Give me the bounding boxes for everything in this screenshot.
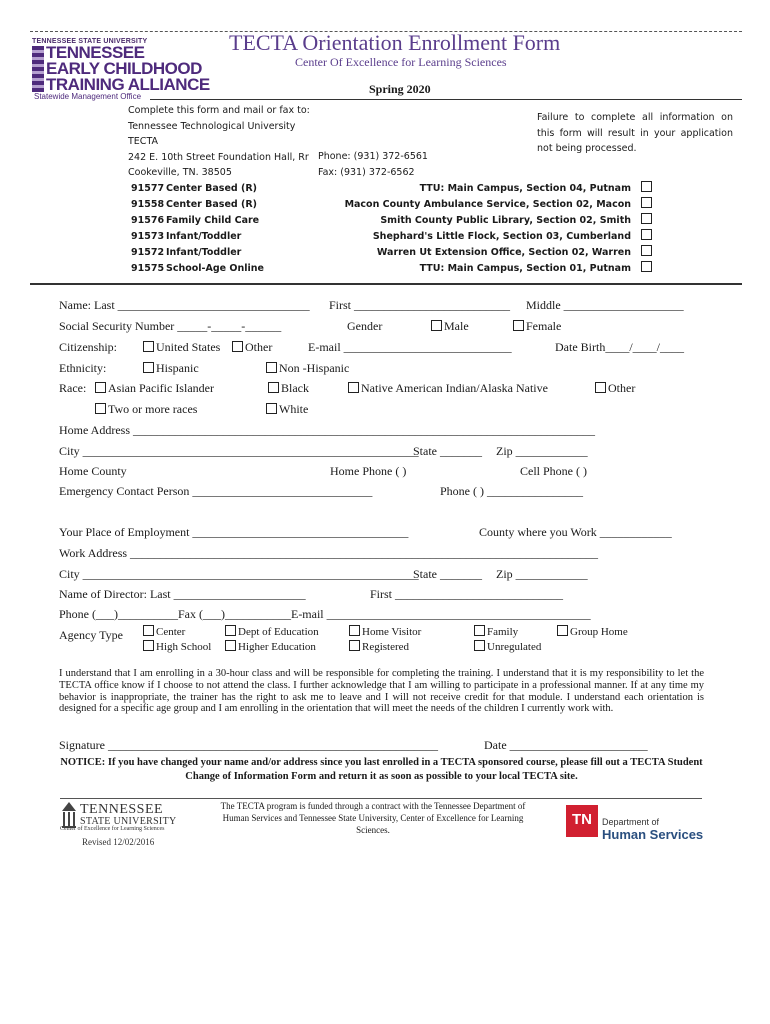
checkbox-icon[interactable] xyxy=(268,382,279,393)
phone-fax-email-field[interactable]: Phone (___)__________Fax (___)___________E-mail ____________________________________________ xyxy=(59,607,591,621)
course-code: 91576 xyxy=(131,215,165,226)
agency-dept-option[interactable] xyxy=(225,625,319,639)
name-last-field[interactable]: Name: Last ________________________________ xyxy=(59,298,310,312)
director-last-field[interactable]: Name of Director: Last ______________________ xyxy=(59,587,306,601)
citizenship-other-label: Other xyxy=(245,340,273,354)
gender-male-option[interactable] xyxy=(431,316,469,337)
course-code: 91575 xyxy=(131,263,165,274)
race-asian-option[interactable] xyxy=(95,378,214,399)
logo-university-name: TENNESSEE STATE UNIVERSITY xyxy=(32,38,148,45)
work-state-field[interactable]: State _______ xyxy=(413,567,482,581)
mail-line-2: TECTA xyxy=(128,136,159,147)
contact-fax: Fax: (931) 372-6562 xyxy=(318,166,415,178)
race-white-label: White xyxy=(279,402,309,416)
change-notice: NOTICE: If you have changed your name and/or address since you last enrolled in a TECTA sponsored course, please fill out a TECTA Student Change of Information Form and return it as soon as possible to your local TECTA site. xyxy=(60,757,703,782)
tsu-building-icon xyxy=(62,802,76,828)
course-checkbox[interactable] xyxy=(641,181,652,192)
race-native-option[interactable] xyxy=(348,378,548,399)
agency-high-school-label: High School xyxy=(156,641,212,653)
race-label: Race: xyxy=(59,381,87,395)
race-black-label: Black xyxy=(281,381,309,395)
mail-block xyxy=(128,103,328,181)
race-native-label: Native American Indian/Alaska Native xyxy=(361,381,548,395)
course-location: TTU: Main Campus, Section 01, Putnam xyxy=(419,263,631,274)
work-zip-field[interactable]: Zip ____________ xyxy=(496,567,588,581)
logo-line-1: TENNESSEE xyxy=(46,43,145,62)
checkbox-icon[interactable] xyxy=(349,625,360,636)
work-city-field[interactable]: City ________________________________________________________ xyxy=(59,567,419,581)
home-address-field[interactable]: Home Address _____________________________________________________________________________ xyxy=(59,423,595,437)
footer-rule xyxy=(60,798,702,799)
course-code: 91572 xyxy=(131,247,165,258)
name-middle-field[interactable]: Middle ____________________ xyxy=(526,298,684,312)
footer-tsu-line-1: TENNESSEE xyxy=(80,802,164,817)
gender-female-label: Female xyxy=(526,319,562,333)
logo-line-3: TRAINING ALLIANCE xyxy=(46,75,210,94)
agency-group-home-option[interactable] xyxy=(557,625,628,639)
checkbox-icon[interactable] xyxy=(595,382,606,393)
mail-line-4: Cookeville, TN. 38505 xyxy=(128,167,232,178)
ethnicity-hispanic-option[interactable] xyxy=(143,358,199,379)
zip-field[interactable]: Zip ____________ xyxy=(496,444,588,458)
dhs-line-1: Department of xyxy=(602,817,660,827)
course-checkbox[interactable] xyxy=(641,229,652,240)
work-address-field[interactable]: Work Address ______________________________________________________________________________ xyxy=(59,546,599,560)
course-name: Infant/Toddler xyxy=(166,247,242,258)
agency-family-label: Family xyxy=(487,626,519,638)
tn-logo: TN xyxy=(566,805,598,837)
course-location: TTU: Main Campus, Section 04, Putnam xyxy=(419,183,631,194)
agency-registered-option[interactable] xyxy=(349,640,409,654)
course-checkbox[interactable] xyxy=(641,245,652,256)
revised-date: Revised 12/02/2016 xyxy=(82,837,155,847)
course-row xyxy=(131,181,631,197)
name-first-field[interactable]: First __________________________ xyxy=(329,298,511,312)
checkbox-icon[interactable] xyxy=(225,640,236,651)
checkbox-icon[interactable] xyxy=(95,403,106,414)
emergency-contact-field[interactable]: Emergency Contact Person ______________________________ xyxy=(59,484,373,498)
contact-phone: Phone: (931) 372-6561 xyxy=(318,151,428,162)
agency-higher-ed-label: Higher Education xyxy=(238,641,316,653)
course-code: 91573 xyxy=(131,231,165,242)
checkbox-icon[interactable] xyxy=(266,362,277,373)
checkbox-icon[interactable] xyxy=(95,382,106,393)
header-rule xyxy=(150,99,742,100)
course-checkbox[interactable] xyxy=(641,213,652,224)
course-list xyxy=(131,181,631,277)
course-code: 91577 xyxy=(131,183,165,194)
agency-center-option[interactable] xyxy=(143,625,185,639)
mail-line-3: 242 E. 10th Street Foundation Hall, Rr xyxy=(128,151,309,163)
checkbox-icon[interactable] xyxy=(474,640,485,651)
checkbox-icon[interactable] xyxy=(557,625,568,636)
ethnicity-label: Ethnicity: xyxy=(59,361,107,375)
signature-field[interactable]: Signature _______________________________________________________ xyxy=(59,738,438,752)
emergency-phone-field[interactable]: Phone ( ) ________________ xyxy=(440,484,583,498)
course-row xyxy=(131,229,631,245)
course-name: Center Based (R) xyxy=(166,199,258,210)
home-phone-field[interactable]: Home Phone ( ) xyxy=(330,464,407,478)
gender-label: Gender xyxy=(347,319,383,333)
agency-registered-label: Registered xyxy=(362,641,410,653)
logo-subtitle: Statewide Management Office xyxy=(34,92,142,101)
checkbox-icon[interactable] xyxy=(143,625,154,636)
checkbox-icon[interactable] xyxy=(348,382,359,393)
checkbox-icon[interactable] xyxy=(225,625,236,636)
course-location: Macon County Ambulance Service, Section 02, Macon xyxy=(344,199,631,210)
nonhispanic-label: Non -Hispanic xyxy=(279,361,350,375)
date-birth-field[interactable]: Date Birth____/____/____ xyxy=(555,340,684,354)
home-county-field[interactable]: Home County xyxy=(59,464,127,478)
checkbox-icon[interactable] xyxy=(266,403,277,414)
form-title: TECTA Orientation Enrollment Form xyxy=(229,30,561,55)
race-white-option[interactable] xyxy=(266,399,308,420)
course-location: Shephard's Little Flock, Section 03, Cumberland xyxy=(372,231,631,242)
checkbox-icon[interactable] xyxy=(143,640,154,651)
hispanic-label: Hispanic xyxy=(156,361,199,375)
ethnicity-nonhispanic-option[interactable] xyxy=(266,358,349,379)
mail-line-1: Tennessee Technological University xyxy=(128,120,296,132)
checkbox-icon[interactable] xyxy=(513,320,524,331)
course-code: 91558 xyxy=(131,199,165,210)
course-row xyxy=(131,245,631,261)
term-label: Spring 2020 xyxy=(369,82,431,96)
race-other-label: Other xyxy=(608,381,636,395)
agency-high-school-option[interactable] xyxy=(143,640,211,654)
form-subtitle: Center Of Excellence for Learning Sciences xyxy=(295,55,507,69)
checkbox-icon[interactable] xyxy=(349,640,360,651)
ssn-field[interactable]: Social Security Number _____-_____-______ xyxy=(59,319,282,333)
agreement-statement: I understand that I am enrolling in a 30-hour class and will be responsible for completing the training. I understand that it is my responsibility to let the TECTA office know if I choose to not attend the class. I further acknowledge that I am willing to participate in a professional manner. If at any time my behavior is inappropriate, the trainer has the right to ask me to leave and I will not receive credit for that module. I understand each orientation is designed for a specific age group and I am enrolling in the orientation that will meet the needs of the children I currently work with. xyxy=(59,668,704,715)
course-row xyxy=(131,261,631,277)
race-black-option[interactable] xyxy=(268,378,309,399)
agency-unregulated-option[interactable] xyxy=(474,640,541,654)
warning-text: Failure to complete all information on this form will result in your application not being processed. xyxy=(537,112,733,154)
race-other-option[interactable] xyxy=(595,378,635,399)
cell-phone-field[interactable]: Cell Phone ( ) xyxy=(520,464,587,478)
agency-center-label: Center xyxy=(156,626,186,638)
course-name: Center Based (R) xyxy=(166,183,258,194)
checkbox-icon[interactable] xyxy=(431,320,442,331)
course-checkbox[interactable] xyxy=(641,197,652,208)
dhs-line-2: Human Services xyxy=(602,827,704,842)
race-two-option[interactable] xyxy=(95,399,197,420)
gender-male-label: Male xyxy=(444,319,469,333)
checkbox-icon[interactable] xyxy=(143,341,154,352)
funding-statement: The TECTA program is funded through a contract with the Tennessee Department of Human Services and Tennessee State University, Center of Excellence for Learning Sciences. xyxy=(220,801,526,835)
citizenship-us-label: United States xyxy=(156,340,221,354)
course-location: Warren Ut Extension Office, Section 02, Warren xyxy=(376,247,631,258)
mail-intro: Complete this form and mail or fax to: xyxy=(128,105,310,116)
course-checkbox[interactable] xyxy=(641,261,652,272)
citizenship-label: Citizenship: xyxy=(59,340,117,354)
course-location: Smith County Public Library, Section 02, Smith xyxy=(380,215,631,226)
director-first-field[interactable]: First ____________________________ xyxy=(370,587,564,601)
checkbox-icon[interactable] xyxy=(474,625,485,636)
footer-tsu-line-3: Center of Excellence for Learning Sciences xyxy=(60,826,165,832)
state-field[interactable]: State _______ xyxy=(413,444,482,458)
course-row xyxy=(131,213,631,229)
citizenship-other-option[interactable] xyxy=(232,337,272,358)
race-asian-label: Asian Pacific Islander xyxy=(108,381,214,395)
agency-type-label: Agency Type xyxy=(59,628,123,642)
agency-home-visitor-label: Home Visitor xyxy=(362,626,422,638)
email-field[interactable]: E-mail ____________________________ xyxy=(308,340,512,354)
checkbox-icon[interactable] xyxy=(232,341,243,352)
course-name: Family Child Care xyxy=(166,215,260,226)
race-two-label: Two or more races xyxy=(108,402,198,416)
logo-mosaic-icon xyxy=(32,46,44,92)
employment-field[interactable]: Your Place of Employment ____________________________________ xyxy=(59,525,409,539)
logo-line-2: EARLY CHILDHOOD xyxy=(46,59,202,78)
course-name: School-Age Online xyxy=(166,263,264,274)
course-row xyxy=(131,197,631,213)
agency-group-home-label: Group Home xyxy=(570,626,628,638)
agency-higher-ed-option[interactable] xyxy=(225,640,316,654)
agency-unregulated-label: Unregulated xyxy=(487,641,542,653)
course-name: Infant/Toddler xyxy=(166,231,242,242)
agency-family-option[interactable] xyxy=(474,625,518,639)
gender-female-option[interactable] xyxy=(513,316,561,337)
date-field[interactable]: Date _______________________ xyxy=(484,738,648,752)
agency-home-visitor-option[interactable] xyxy=(349,625,421,639)
city-field[interactable]: City ________________________________________________________ xyxy=(59,444,419,458)
footer-tsu-line-2: STATE UNIVERSITY xyxy=(80,816,177,827)
contact-block xyxy=(318,149,428,180)
citizenship-us-option[interactable] xyxy=(143,337,220,358)
county-work-field[interactable]: County where you Work ____________ xyxy=(479,525,672,539)
agency-dept-label: Dept of Education xyxy=(238,626,319,638)
section-rule xyxy=(30,283,742,285)
checkbox-icon[interactable] xyxy=(143,362,154,373)
